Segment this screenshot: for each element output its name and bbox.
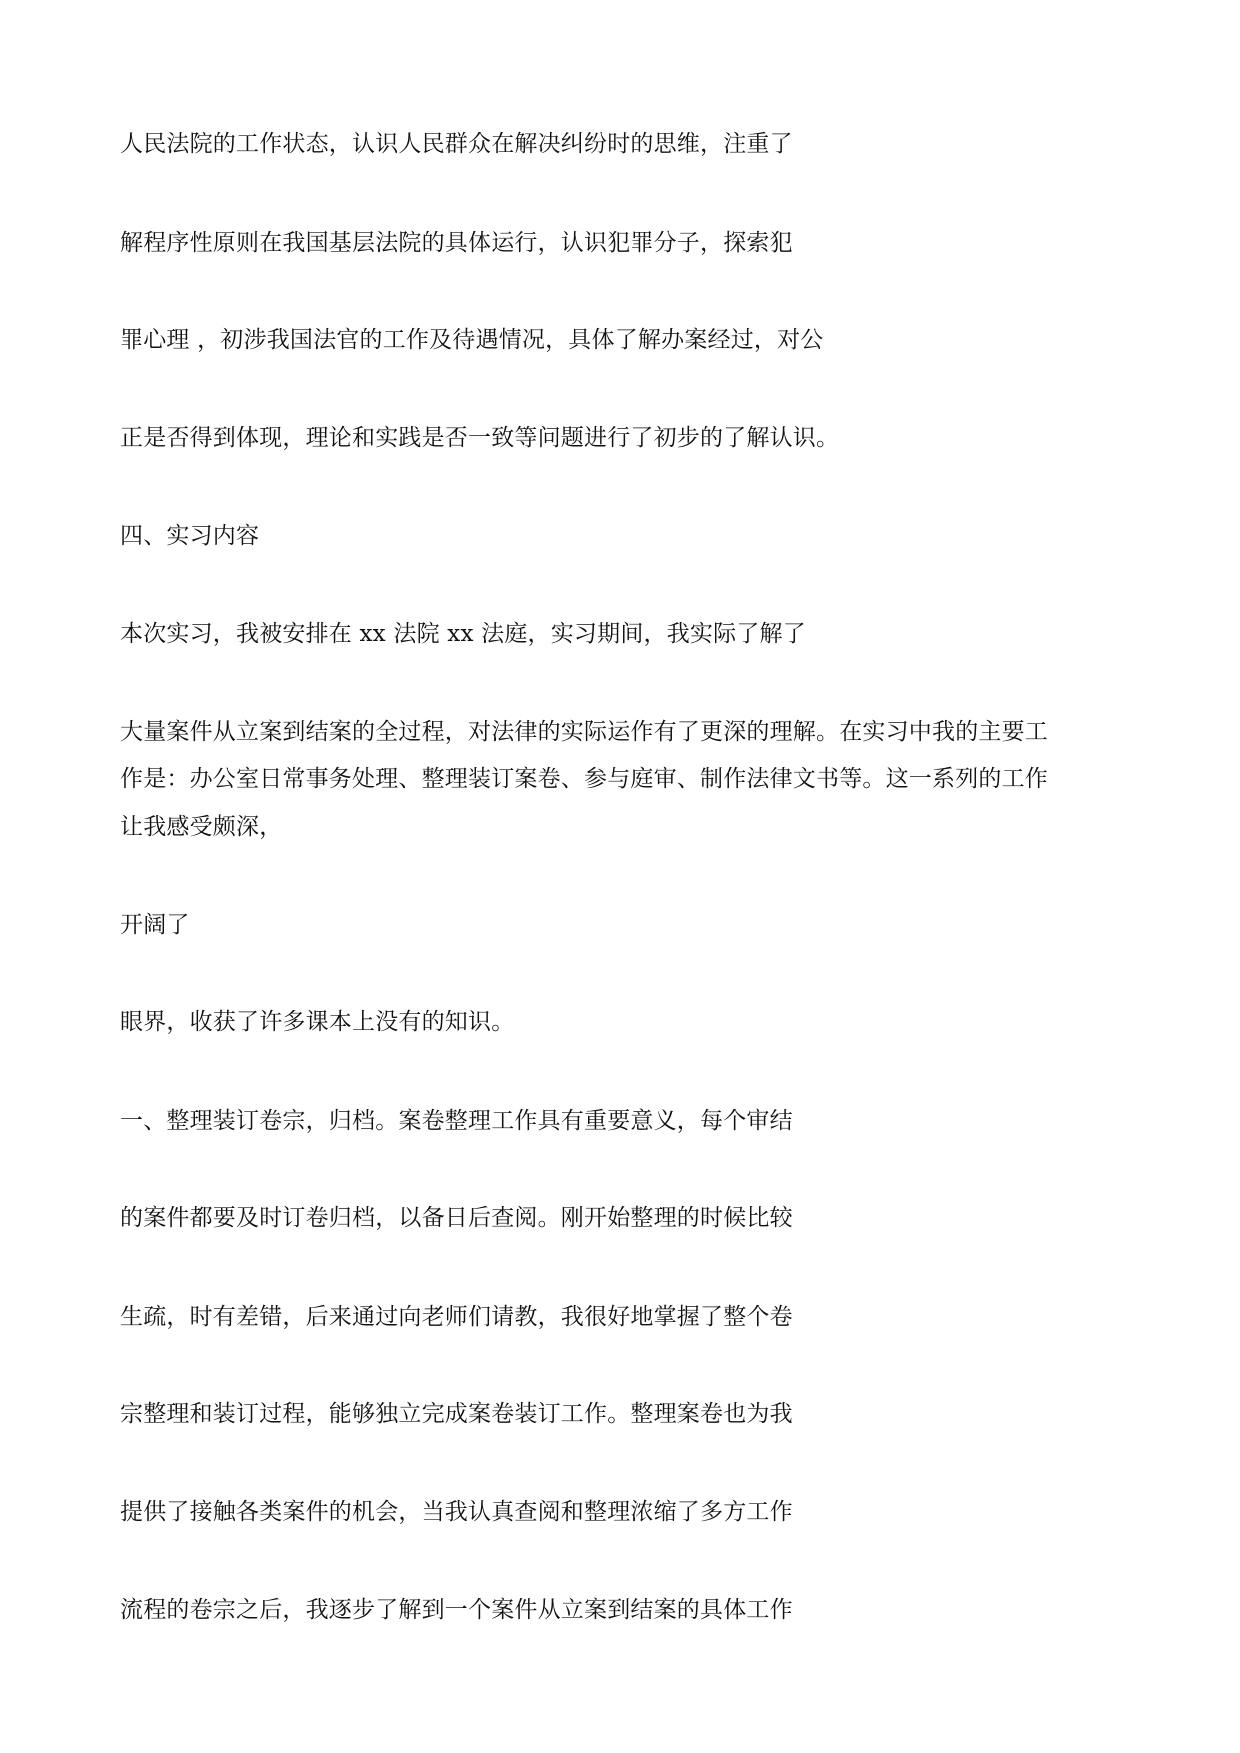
paragraph-line: 生疏，时有差错，后来通过向老师们请教，我很好地掌握了整个卷 xyxy=(120,1304,793,1330)
paragraph-line: 人民法院的工作状态，认识人民群众在解决纠纷时的思维，注重了 xyxy=(120,131,793,157)
paragraph-line: 本次实习，我被安排在 xx 法院 xx 法庭，实习期间，我实际了解了 xyxy=(120,621,806,647)
paragraph-line: 让我感受颇深， xyxy=(120,814,283,840)
paragraph-line: 宗整理和装订过程，能够独立完成案卷装订工作。整理案卷也为我 xyxy=(120,1401,793,1427)
paragraph-line: 作是：办公室日常事务处理、整理装订案卷、参与庭审、制作法律文书等。这一系列的工作 xyxy=(120,766,1048,792)
paragraph-line: 正是否得到体现，理论和实践是否一致等问题进行了初步的了解认识。 xyxy=(120,425,840,451)
paragraph-line: 解程序性原则在我国基层法院的具体运行，认识犯罪分子，探索犯 xyxy=(120,230,793,256)
paragraph-line: 眼界，收获了许多课本上没有的知识。 xyxy=(120,1009,515,1035)
section-heading: 四、实习内容 xyxy=(120,523,260,549)
paragraph-line: 流程的卷宗之后，我逐步了解到一个案件从立案到结案的具体工作 xyxy=(120,1597,793,1623)
paragraph-line: 提供了接触各类案件的机会，当我认真查阅和整理浓缩了多方工作 xyxy=(120,1499,793,1525)
paragraph-line: 一、整理装订卷宗，归档。案卷整理工作具有重要意义，每个审结 xyxy=(120,1108,793,1134)
paragraph-line: 罪心理 ，初涉我国法官的工作及待遇情况，具体了解办案经过，对公 xyxy=(120,327,824,353)
paragraph-line: 的案件都要及时订卷归档，以备日后查阅。刚开始整理的时候比较 xyxy=(120,1205,793,1231)
paragraph-line: 开阔了 xyxy=(120,912,190,938)
paragraph-line: 大量案件从立案到结案的全过程，对法律的实际运作有了更深的理解。在实习中我的主要工 xyxy=(120,719,1048,745)
